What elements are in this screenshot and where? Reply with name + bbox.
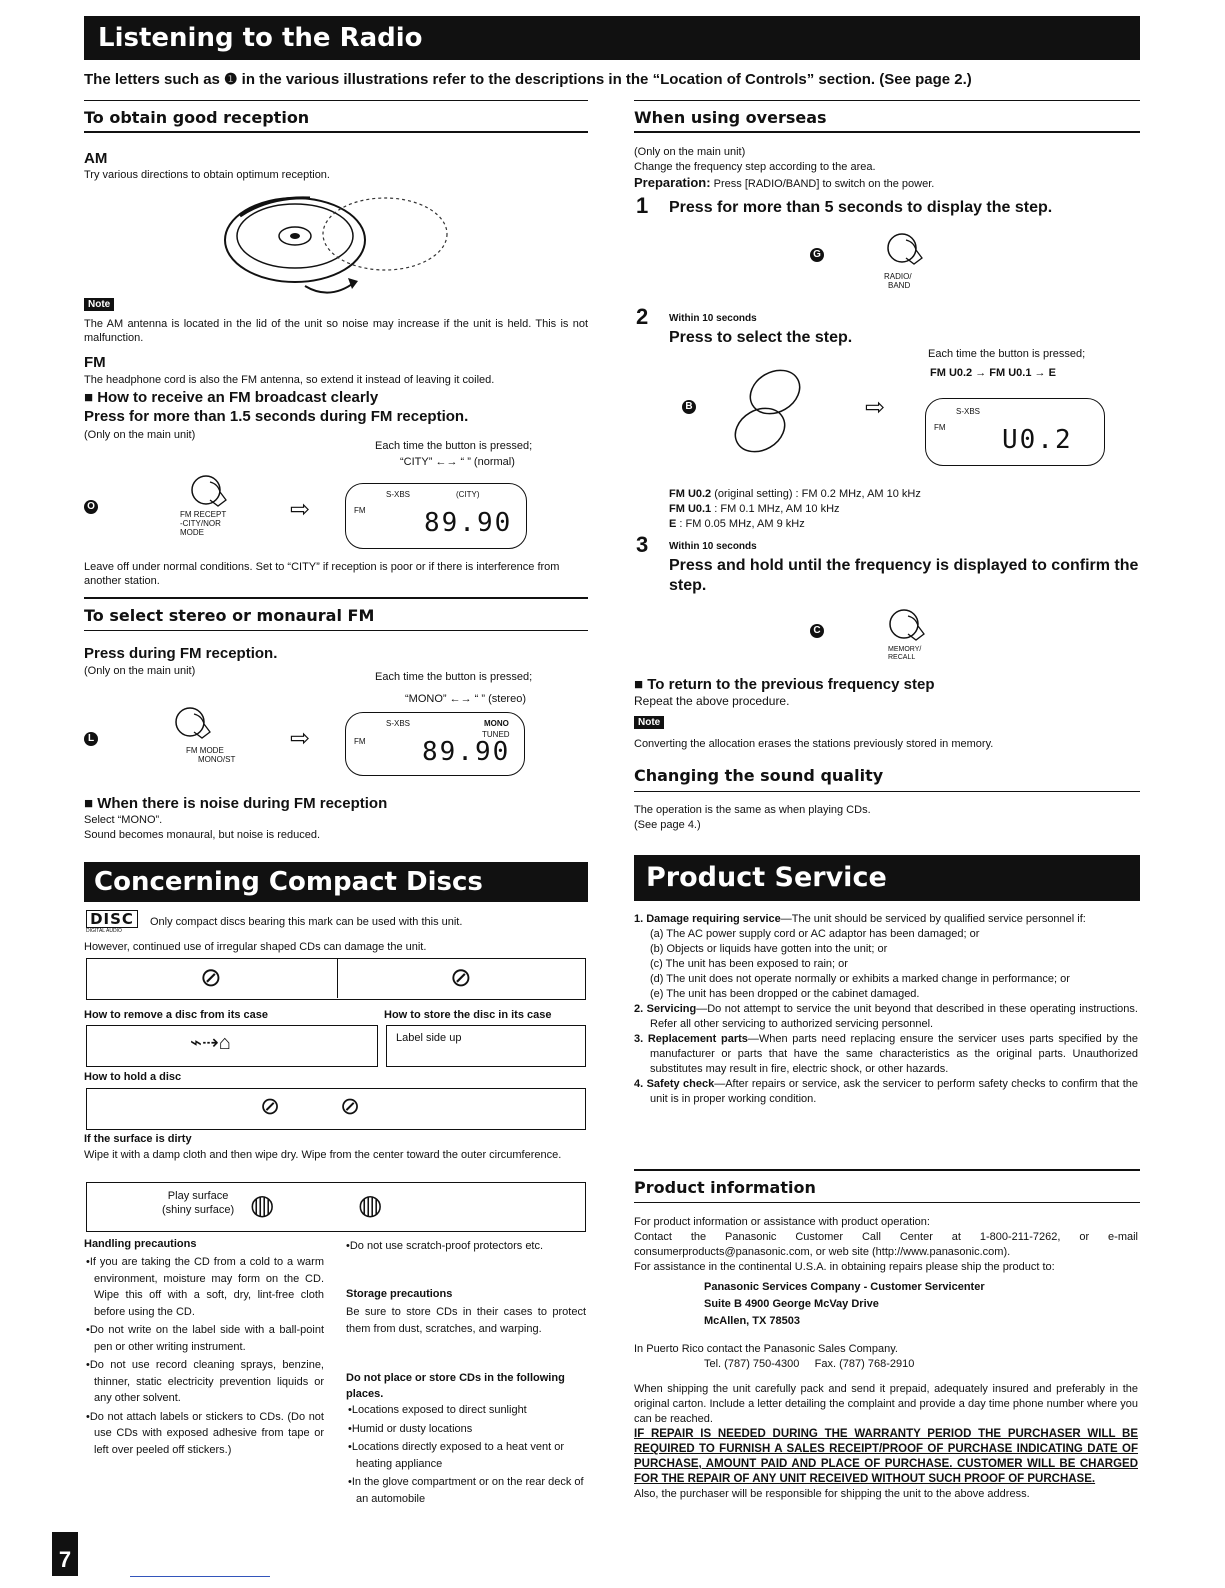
preparation-label: Preparation: <box>634 175 711 190</box>
service-item <box>634 1032 1138 1077</box>
return-title: ■ To return to the previous frequency step <box>634 676 935 693</box>
button-label-line: -CITY/NOR <box>180 519 221 528</box>
step-1-text: Press for more than 5 seconds to display the step. <box>669 199 1053 216</box>
service-item <box>634 1077 1138 1107</box>
storage-text: Be sure to store CDs in their cases to protect them from dust, scratches, and warping. <box>346 1306 586 1335</box>
only-main-unit: (Only on the main unit) <box>84 665 196 677</box>
arrow-right-icon: ⇨ <box>290 725 311 752</box>
disc-removal-icon: ⌁⇢⌂ <box>190 1032 231 1054</box>
place-title: Do not place or store CDs in the following places. <box>346 1372 565 1400</box>
noise-title: ■ When there is noise during FM reception <box>84 795 388 812</box>
preparation-line <box>634 176 934 191</box>
service-item-label: 2. Servicing <box>634 1003 697 1015</box>
service-banner <box>634 855 1140 901</box>
noise-line-1: Select “MONO”. <box>84 814 163 826</box>
address-block <box>634 1279 1138 1330</box>
am-title: AM <box>84 150 108 167</box>
am-note-text: The AM antenna is located in the lid of the unit so noise may increase if the unit is held. This is not malfunction. <box>84 318 588 344</box>
compact-disc-logo <box>86 910 138 936</box>
stereo-press-line: Press during FM reception. <box>84 645 278 662</box>
dirty-title: If the surface is dirty <box>84 1133 192 1145</box>
divider <box>84 131 588 133</box>
change-step-text: Change the frequency step according to the area. <box>634 161 876 173</box>
handling-list <box>84 1254 324 1460</box>
lcd-sxbs: S-XBS <box>386 490 411 499</box>
lcd-sxbs: S-XBS <box>956 407 981 416</box>
radio-banner <box>84 16 1140 60</box>
fm-title: FM <box>84 354 106 371</box>
address-line: Suite B 4900 George McVay Drive <box>704 1298 879 1310</box>
service-subitem: (b) Objects or liquids have gotten into the unit; or <box>650 943 888 955</box>
control-letter-marker: O <box>84 500 98 514</box>
label-side-up: Label side up <box>396 1032 462 1044</box>
play-surface-line: (shiny surface) <box>162 1204 235 1216</box>
page-number-text: 7 <box>58 1547 72 1572</box>
noise-line-2: Sound becomes monaural, but noise is reduced. <box>84 829 321 841</box>
remove-disc-title: How to remove a disc from its case <box>84 1009 269 1021</box>
info-paragraph: Contact the Panasonic Customer Call Center at 1-800-211-7262, or e-mail consumerproducts@panasonic.com, or web site (http://www.panasonic.com). <box>634 1231 1138 1258</box>
control-letter-marker: B <box>682 400 696 414</box>
only-main-unit: (Only on the main unit) <box>634 146 746 158</box>
mono-cycle: “MONO” ←→ “ ” (stereo) <box>405 693 526 705</box>
lcd-fm: FM <box>934 423 946 432</box>
handling-item: •Do not use record cleaning sprays, benzine, thinner, static electricity prevention liquids or any other solvent. <box>86 1359 324 1404</box>
place-item: •Locations exposed to direct sunlight <box>348 1404 527 1416</box>
radio-band-label <box>884 272 912 290</box>
logo-subtext: DIGITAL AUDIO <box>86 928 122 934</box>
divider <box>84 100 588 101</box>
radio-banner-title: Listening to the Radio <box>98 23 423 53</box>
city-cycle: “CITY” ←→ “ ” (normal) <box>400 456 515 468</box>
step-definitions <box>669 487 921 532</box>
hold-disc-title: How to hold a disc <box>84 1071 182 1083</box>
note-badge: Note <box>634 716 664 729</box>
fm-receive-title: ■ How to receive an FM broadcast clearly <box>84 389 379 406</box>
divider <box>634 100 1140 101</box>
divider <box>634 131 1140 133</box>
button-label-line: RADIO/ <box>884 272 912 281</box>
service-item-text: —When parts need replacing ensure the servicer uses parts specified by the manufacturer or parts that have the same characteristics as the original parts. Unauthorized substitutes may result in fire, electric shock, or other hazards. <box>650 1033 1138 1075</box>
arrow-right-icon: ⇨ <box>865 394 886 421</box>
place-item: •Humid or dusty locations <box>348 1422 473 1435</box>
each-time-text: Each time the button is pressed; <box>375 671 533 683</box>
overseas-note-text: Converting the allocation erases the stations previously stored in memory. <box>634 738 994 750</box>
lcd-city: (CITY) <box>456 490 480 499</box>
button-label-line: FM MODE <box>186 746 224 755</box>
lcd-frequency: 89.90 <box>422 737 511 767</box>
definition-row <box>669 502 921 517</box>
disc-wipe-icon: ◍ <box>250 1189 275 1220</box>
info-paragraph: Also, the purchaser will be responsible for shipping the unit to the above address. <box>634 1488 1030 1500</box>
irregular-cd-text: However, continued use of irregular shaped CDs can damage the unit. <box>84 941 427 953</box>
place-item: •In the glove compartment or on the rear deck of an automobile <box>348 1476 584 1505</box>
button-label-line: RECALL <box>888 654 916 661</box>
rotary-button-icon <box>720 362 820 462</box>
definition-label: E <box>669 518 677 530</box>
prohibited-icon: ⊘ <box>200 962 222 992</box>
places-list <box>346 1402 586 1509</box>
info-block <box>634 1215 1138 1502</box>
button-label-line: MODE <box>180 528 204 537</box>
lcd-display <box>345 712 525 776</box>
dirty-text: Wipe it with a damp cloth and then wipe dry. Wipe from the center toward the outer circumference. <box>84 1149 562 1161</box>
lcd-display <box>925 398 1105 466</box>
hold-disc-box <box>86 1088 586 1130</box>
service-item-label: 3. Replacement parts <box>634 1033 748 1045</box>
press-button-icon <box>880 226 950 276</box>
lcd-fm: FM <box>354 737 366 746</box>
page-number <box>52 1532 78 1576</box>
service-item <box>634 1002 1138 1032</box>
handling-item: •Do not write on the label side with a ball-point pen or other writing instrument. <box>86 1324 324 1353</box>
fm-text: The headphone cord is also the FM antenna, so extend it instead of leaving it coiled. <box>84 374 495 386</box>
warranty-notice: IF REPAIR IS NEEDED DURING THE WARRANTY PERIOD THE PURCHASER WILL BE REQUIRED TO FURNISH A SALES RECEIPT/PROOF OF PURCHASE INDICATING DATE OF PURCHASE, AMOUNT PAID AND PLACE OF PURCHASE. CUSTOMER WILL BE CHARGED FOR THE REPAIR OF ANY UNIT RECEIVED WITHOUT SUCH PROOF OF PURCHASE. <box>634 1428 1138 1485</box>
info-paragraph: When shipping the unit carefully pack and send it prepaid, adequately insured and preferably in the original carton. Include a letter detailing the complaint and provide a day time phone number where you can be reached. <box>634 1383 1138 1425</box>
fm-press-line: Press for more than 1.5 seconds during FM reception. <box>84 408 469 425</box>
step-2-text: Press to select the step. <box>669 329 853 346</box>
button-label-line: MEMORY/ <box>888 646 922 653</box>
step-cycle: FM U0.2 → FM U0.1 → E <box>930 367 1056 379</box>
definition-label: FM U0.2 <box>669 488 712 500</box>
press-button-icon <box>882 602 952 652</box>
button-label-line: MONO/ST <box>198 755 236 764</box>
divider <box>84 597 588 599</box>
info-paragraph: Tel. (787) 750-4300 Fax. (787) 768-2910 <box>704 1358 915 1370</box>
cd-player-illustration <box>210 186 460 304</box>
step-1-number: 1 <box>636 193 649 218</box>
service-item-text: —Do not attempt to service the unit beyond that described in these operating instructions. Refer all other servicing to authorized servicing personnel. <box>650 1003 1138 1030</box>
prohibited-icon: ⊘ <box>260 1093 281 1120</box>
only-main-unit: (Only on the main unit) <box>84 429 196 441</box>
step-2-within: Within 10 seconds <box>669 313 757 324</box>
wipe-disc-box <box>86 1182 586 1232</box>
step-2-number: 2 <box>636 304 649 329</box>
play-surface-label <box>162 1189 234 1217</box>
play-surface-line: Play surface <box>167 1190 229 1202</box>
divider <box>84 630 588 631</box>
remove-disc-box <box>86 1025 378 1067</box>
each-time-text: Each time the button is pressed; <box>375 440 533 452</box>
disc-wipe-icon: ◍ <box>358 1189 383 1220</box>
lcd-fm: FM <box>354 506 366 515</box>
button-label-line: FM RECEPT <box>180 510 227 519</box>
info-heading: Product information <box>634 1178 816 1197</box>
info-paragraph: For product information or assistance with product operation: <box>634 1216 930 1228</box>
service-item-text: —The unit should be serviced by qualified service personnel if: <box>780 913 1086 925</box>
step-3-within: Within 10 seconds <box>669 541 757 552</box>
handling-title: Handling precautions <box>84 1238 197 1250</box>
definition-label: FM U0.1 <box>669 503 712 515</box>
each-time-text: Each time the button is pressed; <box>928 348 1086 360</box>
definition-text: (original setting) : FM 0.2 MHz, AM 10 kHz <box>711 488 921 500</box>
footer-line <box>130 1576 270 1577</box>
handling-item: •If you are taking the CD from a cold to a warm environment, moisture may form on the CD. Wipe this off with a soft, dry, lint-free cloth before using the CD. <box>86 1256 324 1318</box>
address-line: McAllen, TX 78503 <box>704 1315 800 1327</box>
sound-line-2: (See page 4.) <box>634 819 701 831</box>
lcd-display <box>345 483 527 549</box>
divider <box>634 1202 1140 1203</box>
divider <box>634 1169 1140 1171</box>
am-text: Try various directions to obtain optimum reception. <box>84 169 330 181</box>
definition-text: : FM 0.05 MHz, AM 9 kHz <box>676 518 805 530</box>
fm-recept-button-label <box>180 510 226 537</box>
lcd-mono: MONO <box>484 719 509 728</box>
place-item: •Locations directly exposed to a heat vent or heating appliance <box>348 1441 565 1470</box>
lcd-tuned: TUNED <box>482 730 510 739</box>
control-letter-marker: L <box>84 732 98 746</box>
divider <box>634 791 1140 792</box>
service-item-text: —After repairs or service, ask the servicer to perform safety checks to confirm that the unit is in proper working condition. <box>650 1078 1138 1105</box>
prohibited-icon: ⊘ <box>340 1093 361 1120</box>
sound-heading: Changing the sound quality <box>634 766 884 785</box>
lcd-frequency: 89.90 <box>424 508 513 538</box>
lcd-sxbs: S-XBS <box>386 719 411 728</box>
service-item <box>634 912 1138 927</box>
sound-line-1: The operation is the same as when playing CDs. <box>634 804 871 816</box>
good-reception-heading: To obtain good reception <box>84 108 310 127</box>
press-button-icon <box>158 700 228 750</box>
note-badge: Note <box>84 298 114 311</box>
fm-mode-button-label <box>186 746 235 764</box>
divider <box>337 958 338 998</box>
address-line: Panasonic Services Company - Customer Servicenter <box>704 1281 985 1293</box>
service-item-label: 1. Damage requiring service <box>634 913 781 925</box>
memory-recall-label <box>888 646 921 662</box>
info-paragraph: In Puerto Rico contact the Panasonic Sales Company. <box>634 1343 898 1355</box>
irregular-cd-box <box>86 958 586 1000</box>
leave-off-text: Leave off under normal conditions. Set to “CITY” if reception is poor or if there is interference from another station. <box>84 561 560 587</box>
cd-banner <box>84 862 588 902</box>
service-subitem: (e) The unit has been dropped or the cabinet damaged. <box>650 988 920 1000</box>
service-item-label: 4. Safety check <box>634 1078 715 1090</box>
cd-banner-title: Concerning Compact Discs <box>94 867 483 897</box>
store-disc-title: How to store the disc in its case <box>384 1009 552 1021</box>
stereo-heading: To select stereo or monaural FM <box>84 606 375 625</box>
logo-text: DISC <box>86 910 138 928</box>
arrow-right-icon: ⇨ <box>290 496 311 523</box>
lcd-step-value: U0.2 <box>1002 425 1073 455</box>
prohibited-icon: ⊘ <box>450 962 472 992</box>
definition-row <box>669 517 921 532</box>
cd-mark-text: Only compact discs bearing this mark can be used with this unit. <box>150 916 463 928</box>
definition-row <box>669 487 921 502</box>
storage-title: Storage precautions <box>346 1288 453 1300</box>
service-list <box>634 912 1138 1107</box>
handling-item: •Do not attach labels or stickers to CDs. (Do not use CDs with exposed adhesive from tape or left over peeled off stickers.) <box>86 1410 324 1456</box>
step-3-number: 3 <box>636 532 649 557</box>
info-paragraph: For assistance in the continental U.S.A. in obtaining repairs please ship the product to: <box>634 1261 1055 1273</box>
button-label-line: BAND <box>888 281 911 290</box>
step-3-text: Press and hold until the frequency is displayed to confirm the step. <box>669 557 1139 594</box>
service-sublist <box>634 927 1138 1002</box>
preparation-text: Press [RADIO/BAND] to switch on the power. <box>713 178 935 190</box>
control-letter-marker: G <box>810 248 824 262</box>
service-subitem: (c) The unit has been exposed to rain; or <box>650 958 848 970</box>
overseas-heading: When using overseas <box>634 108 827 127</box>
scratch-text: •Do not use scratch-proof protectors etc. <box>346 1240 544 1252</box>
return-text: Repeat the above procedure. <box>634 694 790 708</box>
definition-text: : FM 0.1 MHz, AM 10 kHz <box>711 503 840 515</box>
intro-line: The letters such as ❶ in the various illustrations refer to the descriptions in the “Location of Controls” section. (See page 2.) <box>84 71 972 88</box>
service-banner-title: Product Service <box>646 862 887 893</box>
control-letter-marker: C <box>810 624 824 638</box>
service-subitem: (d) The unit does not operate normally or exhibits a marked change in performance; or <box>650 973 1070 985</box>
service-subitem: (a) The AC power supply cord or AC adaptor has been damaged; or <box>650 928 980 940</box>
